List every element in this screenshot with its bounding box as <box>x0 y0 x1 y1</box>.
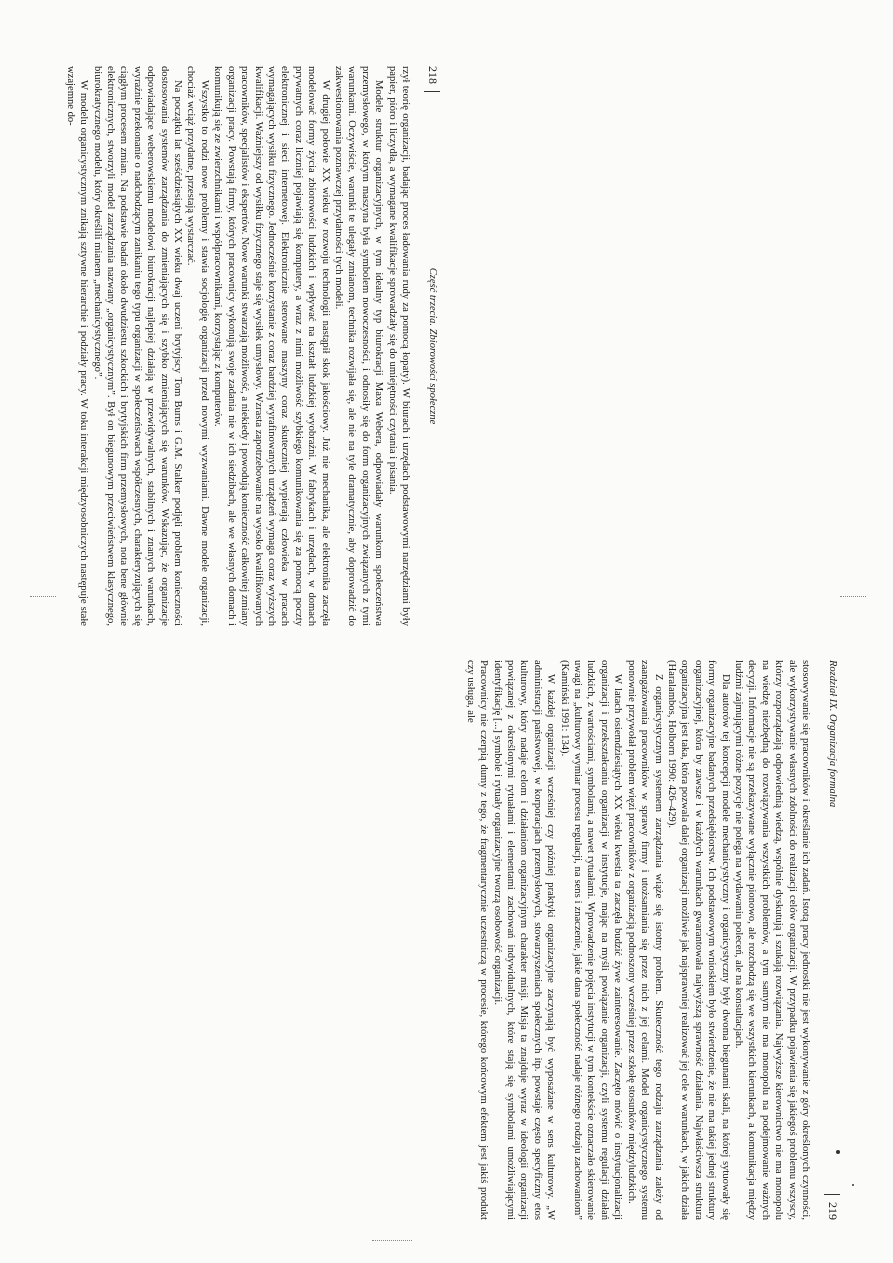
left-page-body <box>54 66 412 626</box>
paragraph: Dla autorów tej koncepcji modele mechanicystyczny i organicystyczny były dwoma biegunami skali, na której sytuowały się formy organizacyjne badanych przedsiębiorstw. Ich podstawowym wnioskiem było stwierdzenie, że nie ma takiej jednej struktury organizacyjnej, która by zawsze i w każdych warunkach gwarantowała najwyższą sprawność działania. Najwłaściwsza struktura organizacyjna jest taka, która pozwala dalej organizacji możliwie jak najsprawniej realizować jej cele w warunkach, w jakich działa (Haralambos, Holborn 1990: 426–429). <box>665 660 731 1220</box>
running-head: Część trzecia. Zbiorowości społeczne <box>427 267 438 425</box>
left-page <box>54 66 440 626</box>
paragraph: Pracownicy nie czerpią dumy z tego, że fragmentarycznie uczestniczą w procesie, którego końcowym efektem jest jakiś produkt czy usługa, ale <box>464 660 490 1220</box>
scan-mark <box>372 1240 412 1242</box>
paragraph: W każdej organizacji wcześniej czy później praktyki organizacyjne zaczynają być wyposażane w sens kulturowy. „W administracji państwowej, w korporacjach przemysłowych, stowarzyszeniach społecznych itp. powstaje często specyficzny etos kulturowy, który nadaje celom i działaniom organizacyjnym charakter misji. Misja ta znajduje wyraz w ideologii organizacji powiązanej z określonymi rytuałami i elementami zachowań indywidualnych, które stają się symbolami umożliwiającymi identyfikację [...] symbole i rytuały organizacyjne tworzą osobowość organizacji. <box>491 660 557 1220</box>
fold-mark <box>840 596 866 598</box>
paragraph: rzył teorię organizacji, badając proces ładowania rudy za pomocą łopaty). W biurach i urzędach podstawowymi narzędziami były papier, pióro i liczydła, a wymagane kwalifikacje sprowadzały się do umiejętności czytania i pisania. <box>386 66 411 626</box>
paragraph: stosowywanie się pracowników i określanie ich zadań. Istotą pracy jednostki nie jest wykonywanie z góry określonych czynności, ale wykorzystywanie własnych zdolności do realizacji celów organizacji. W przypadku pojawienia się jakiegoś problemu wszyscy, którzy rozporządzają odpowiednią wiedzą, wspólnie dyskutują i szukają rozwiązania. Najwyższe kierownictwo nie ma monopolu na wiedzę niezbędną do rozwiązywania wszystkich problemów, a tym samym nie ma monopolu na podejmowanie ważnych decyzji. Informacje nie są przekazywane wyłącznie pionowo, ale rozchodzą się we wszystkich kierunkach, a komunikacja między ludźmi zajmującymi różne pozycje nie polega na wydawaniu poleceń, ale na konsultacjach. <box>732 660 811 1220</box>
fold-mark <box>30 596 56 598</box>
paragraph: Wszystko to rodzi nowe problemy i stawia socjologię organizacji przed nowymi wyzwaniami. Dawne modele organizacji, chociaż wciąż przydatne, przestają wystarczać. <box>185 66 210 626</box>
right-page-header <box>818 660 840 1220</box>
page-number: 219 <box>826 1202 840 1220</box>
paragraph: W latach osiemdziesiątych XX wieku kwestia ta zaczęła budzić żywe zainteresowanie. Zaczęto mówić o instytucjonalizacji organizacji i przekształcaniu organizacji w instytucje, mając na myśli powiązanie organizacji, czyli systemu regulacji działań ludzkich, z wartościami, symbolami, a nawet rytuałami. Wprowadzenie pojęcia instytucji w tym kontekście oznaczało skierowanie uwagi na „kulturowy wymiar procesu regulacji, na sens i znaczenie, jakie dana społeczność nadaje różnego rodzaju zachowaniom” (Kamiński 1991: 134). <box>558 660 624 1220</box>
left-page-header <box>418 66 440 626</box>
right-page-body <box>454 660 812 1220</box>
scan-speck <box>836 1150 840 1154</box>
paragraph: W modelu organicystycznym znikają sztywne hierarchie i podziały pracy. W toku interakcji międzyosobniczych następuje stałe wzajemne do- <box>64 66 90 626</box>
paragraph: Na początku lat sześćdziesiątych XX wieku dwaj uczeni brytyjscy Tom Burns i G.M. Stalker podjęli problem konieczności dostosowania systemów zarządzania do zmieniających się i szybko zmieniających się warunków. Wskazując, że organizacje odpowiadające weberowskiemu modelowi biurokracji najlepiej działają w przewidywalnych, stabilnych i znanych warunkach, wyraźnie przekonanie o nadchodzącym zanikaniu tego typu organizacji w społeczeństwach współczesnych, charakteryzujących się ciągłym procesem zmian. Na podstawie badań około dwudziestu szkockich i brytyjskich firm przemysłowych, nota bene głównie elektronicznych, stworzyli model zarządzania nazwany „organicystycznym”. Był on biegunowym przeciwieństwem klasycznego, biurokratycznego modelu, który określili mianem „mechanicystycznego”. <box>91 66 184 626</box>
right-page <box>454 660 840 1220</box>
paragraph: Z organicystycznym systemem zarządzania wiąże się istotny problem. Skuteczność tego rodzaju zarządzania zależy od zaangażowania pracowników w sprawy firmy i utożsamiania się przez nich z jej celami. Model organicystycznego systemu ponownie przywołał problem więzi pracowników z organizacją podnoszony wcześniej przez szkołę stosunków międzyludzkich. <box>625 660 664 1220</box>
page-number: 218 <box>426 66 440 84</box>
paragraph: W drugiej połowie XX wieku w rozwoju technologii nastąpił skok jakościowy. Już nie mechanika, ale elektronika zaczęła modelować formy życia zbiorowości ludzkich i wpływać na kształt ludzkiej wyobraźni. W fabrykach i urzędach, w domach prywatnych coraz liczniej pojawiają się komputery, a wraz z nimi możliwość szybkiego komunikowania się za pomocą poczty elektronicznej i sieci internetowej. Elektronicznie sterowane maszyny coraz skuteczniej wypierają człowieka w pracach wymagających wysiłku fizycznego. Jednocześnie korzystanie z coraz bardziej wyrafinowanych urządzeń wymaga coraz wyższych kwalifikacji. Ważniejszy od wysiłku fizycznego staje się wysiłek umysłowy. Wzrasta zapotrzebowanie na wysoko kwalifikowanych pracowników, specjalistów i ekspertów. Nowe warunki stwarzają możliwość, a niekiedy i powodują konieczność całkowitej zmiany organizacji pracy. Powstają firmy, których pracownicy wykonują swoje zadania nie w ich siedzibach, ale we własnych domach i komunikują się ze zwierzchnikami i współpracownikami, korzystając z komputerów. <box>212 66 331 626</box>
scan-speck <box>852 1184 854 1186</box>
running-head: Rozdział IX. Organizacja formalna <box>827 660 838 808</box>
paragraph: Modele struktur organizacyjnych, w tym idealny typ biurokracji Maxa Webera, odpowiadały warunkom społeczeństwa przemysłowego, w którym maszyna była symbolem nowoczesności, i odnosiły się do form organizacyjnych związanych z tymi warunkami. Oczywiście, warunki te ulegały zmianom, technika rozwijała się, ale nie na tyle dramatycznie, aby doprowadzić do zakwestionowania poznawczej przydatności tych modeli. <box>332 66 385 626</box>
